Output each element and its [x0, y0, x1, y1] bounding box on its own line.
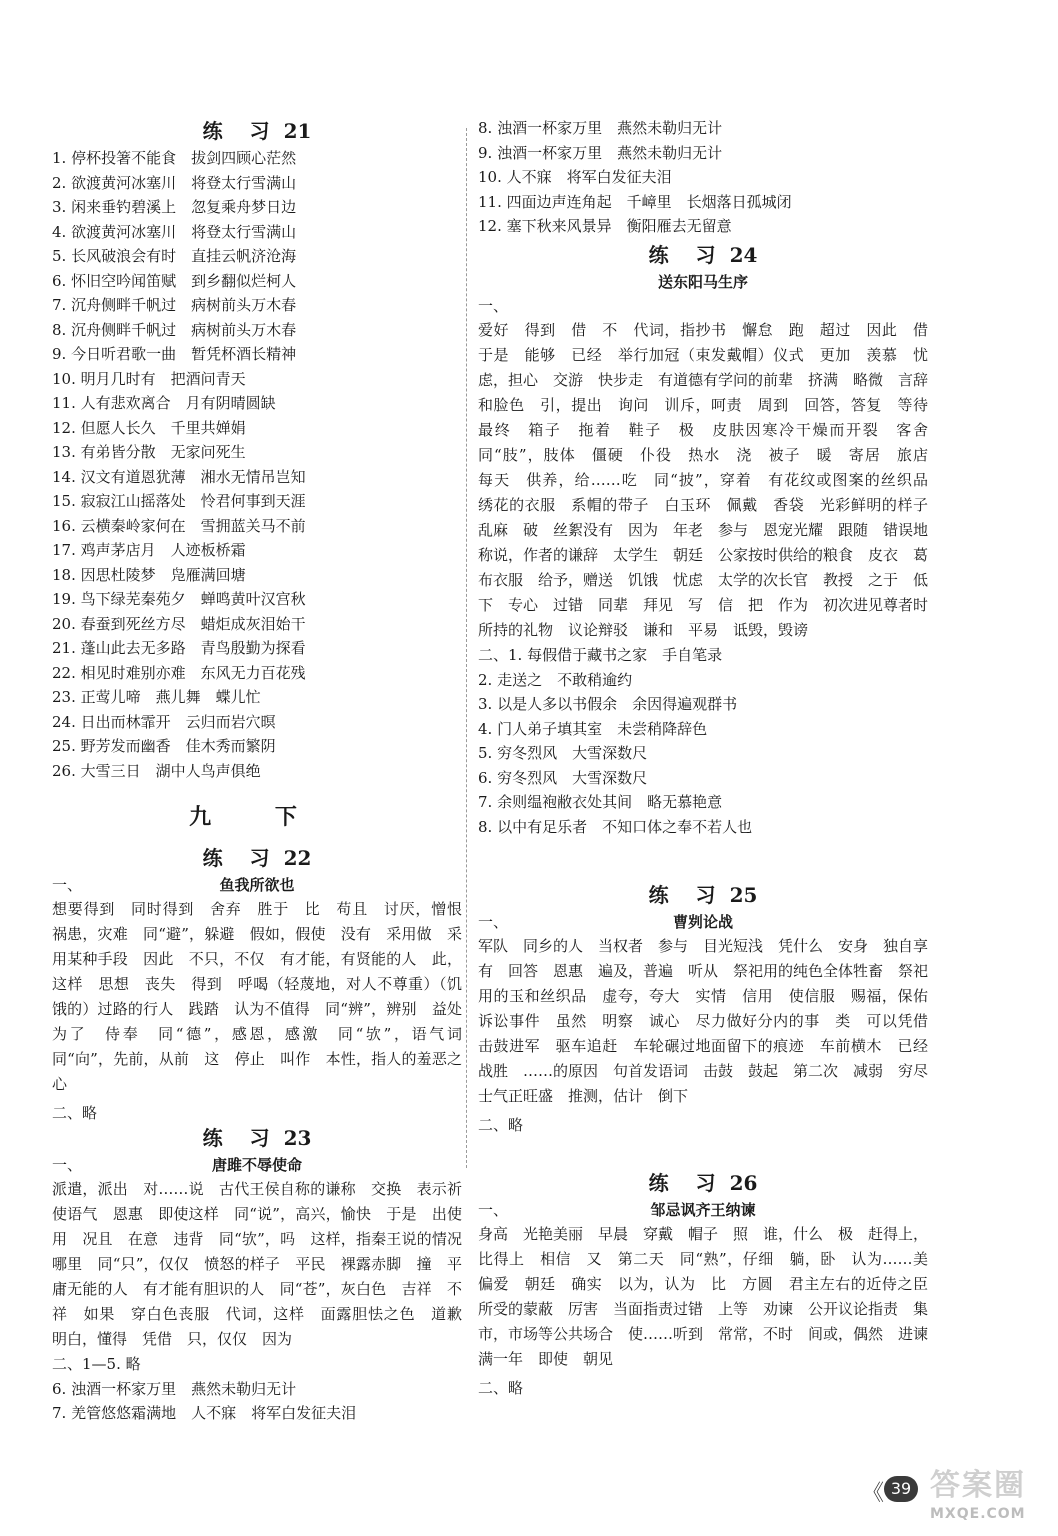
part-one-label: 一、	[478, 913, 509, 931]
answer-line: 20. 春蚕到死丝方尽 蜡炬成灰泪始干	[52, 614, 306, 633]
vocabulary-answers: 军队 同乡的人 当权者 参与 目光短浅 凭什么 安身 独自享有 回答 恩惠 遍及，普遍 听从 祭祀用的纯色全体牲畜 祭祀用的玉和丝织品 虚夸，夸大 实情 信用 使信服 赐福，保佑 诉讼事件 虽然 明察 诚心 尽力做好分内的事 类 可以凭借 击鼓进军 驱车追赶 车轮碾过地面留下的痕迹 车前横木 已经 战胜 ……的原因 句首发语词 击鼓 鼓起 第二次 减弱 穷尽 士气正旺盛 推测，估计 倒下	[478, 937, 944, 1105]
site-watermark	[930, 1468, 1055, 1534]
answer-line: 5. 穷冬烈风 大雪深数尺	[478, 744, 648, 762]
answer-line: 二、1—5. 略	[52, 1355, 141, 1373]
exercise-number: 22	[283, 846, 312, 870]
answer-line: 16. 云横秦岭家何在 雪拥蓝关马不前	[52, 516, 306, 535]
exercise-26-subheader	[478, 1198, 928, 1222]
exercise-21-heading	[52, 116, 462, 146]
answer-line: 2. 欲渡黄河冰塞川 将登太行雪满山	[52, 173, 297, 192]
answer-line: 23. 正莺儿啼 燕儿舞 蝶儿忙	[52, 688, 261, 706]
answer-line: 11. 四面边声连角起 千嶂里 长烟落日孤城闭	[478, 192, 792, 211]
vocabulary-answers: 想要得到 同时得到 舍弃 胜于 比 苟且 讨厌，憎恨 祸患，灾难 同“避”，躲避 假如，假使 没有 采用做 采用某种手段 因此 不只，不仅 有才能，有贤能的人 此，这样 思想 丧失 得到 呼喝（轻蔑地，对人不尊重）（饥饿的）过路的行人 践踏 认为不值得 同“辨”，辨别 益处 为了 侍奉 同“德”，感恩，感激 同“欤”，语气词 同“向”，先前，从前 这 停止 叫作 本性，指人的羞恶之心	[52, 900, 478, 1093]
exercise-number: 23	[283, 1126, 312, 1150]
exercise-number: 25	[729, 883, 758, 907]
watermark-logo: 答案圈	[930, 1468, 1026, 1503]
part-one-label: 一、	[478, 297, 509, 315]
page-number: 39	[884, 1476, 918, 1502]
answer-line: 11. 人有悲欢离合 月有阴晴圆缺	[52, 394, 276, 412]
answer-line: 9. 浊酒一杯家万里 燕然未勒归无计	[478, 143, 723, 162]
answer-line: 3. 闲来垂钓碧溪上 忽复乘舟梦日边	[52, 198, 297, 216]
exercise-24	[478, 240, 944, 839]
answer-line: 5. 长风破浪会有时 直挂云帆济沧海	[52, 247, 297, 265]
exercise-title: 练 习	[648, 883, 726, 907]
exercise-24-sentence-answers	[478, 643, 928, 839]
exercise-21	[52, 116, 462, 783]
vocabulary-answers: 身高 光艳美丽 早晨 穿戴 帽子 照 谁，什么 极 赶得上，比得上 相信 又 第二天 同“熟”，仔细 躺，卧 认为……美 偏爱 朝廷 确实 以为，认为 比 方圆 君主左右的近侍之臣 所受的蒙蔽 厉害 当面指责过错 上等 劝谏 公开议论指责 集市，市场等公共场合 使……听到 常常，不时 间或，偶然 进谏 满一年 即使 朝见	[478, 1225, 944, 1368]
answer-line: 6. 穷冬烈风 大雪深数尺	[478, 768, 648, 787]
exercise-25-subheader	[478, 910, 928, 934]
exercise-number: 26	[729, 1171, 758, 1195]
answer-line: 25. 野芳发而幽香 佳木秀而繁阴	[52, 737, 276, 755]
exercise-title: 练 习	[648, 1171, 726, 1195]
exercise-title: 练 习	[202, 119, 280, 143]
answer-line: 2. 走送之 不敢稍逾约	[478, 670, 633, 689]
answer-line: 14. 汉文有道恩犹薄 湘水无情吊岂知	[52, 467, 306, 486]
exercise-22-subheader	[52, 873, 462, 897]
answer-line: 13. 有弟皆分散 无家问死生	[52, 443, 246, 461]
answer-line: 19. 鸟下绿芜秦苑夕 蝉鸣黄叶汉宫秋	[52, 590, 306, 608]
exercise-23-subheader	[52, 1153, 462, 1177]
exercise-title: 练 习	[202, 1126, 280, 1150]
answer-line: 7. 羌管悠悠霜满地 人不寐 将军白发征夫泪	[52, 1404, 357, 1422]
answer-line: 18. 因思杜陵梦 凫雁满回塘	[52, 565, 246, 584]
exercise-title: 练 习	[202, 846, 280, 870]
answer-line: 7. 余则缊袍敝衣处其间 略无慕艳意	[478, 793, 723, 811]
vocabulary-answers: 爱好 得到 借 不 代词，指抄书 懈怠 跑 超过 因此 借 于是 能够 已经 举行加冠（束发戴帽）仪式 更加 羡慕 忧虑，担心 交游 快步走 有道德有学问的前辈 挤满 略微 言辞和脸色 引，提出 询问 训斥，呵责 周到 回答，答复 等待 最终 箱子 拖着 鞋子 极 皮肤因寒冷干燥而开裂 客舍 同“肢”，肢体 僵硬 仆役 热水 浇 被子 暖 寄居 旅店 每天 供养，给……吃 同“披”，穿着 有花纹或图案的丝织品 绣花的衣服 系帽的带子 白玉环 佩戴 香袋 光彩鲜明的样子 乱麻 破 丝絮没有 因为 年老 参与 恩宠光耀 跟随 错误地称说，作者的谦辞 太学生 朝廷 公家按时供给的粮食 皮衣 葛布衣服 给予，赠送 饥饿 忧虑 太学的次长官 教授 之于 低下 专心 过错 同辈 拜见 写 信 把 作为 初次进见尊者时所持的礼物 议论辩驳 谦和 平易 诋毁，毁谤	[478, 321, 944, 639]
answer-line: 6. 浊酒一杯家万里 燕然未勒归无计	[52, 1379, 297, 1398]
answer-line: 8. 浊酒一杯家万里 燕然未勒归无计	[478, 119, 723, 137]
exercise-26	[478, 1168, 944, 1400]
exercise-23-heading	[52, 1123, 462, 1153]
answer-line: 24. 日出而林霏开 云归而岩穴暝	[52, 712, 276, 731]
answer-line: 8. 以中有足乐者 不知口体之奉不若人也	[478, 817, 753, 836]
exercise-23-more-answers	[52, 1352, 462, 1426]
vocabulary-answers: 派遣，派出 对……说 古代王侯自称的谦称 交换 表示祈使语气 恩惠 即使这样 同“说”，高兴，愉快 于是 出使 用 况且 在意 违背 同“欤”，吗 这样，指秦王说的情况 哪里 同“只”，仅仅 愤怒的样子 平民 裸露赤脚 撞 平庸无能的人 有才能有胆识的人 同“苍”，灰白色 吉祥 不祥 如果 穿白色丧服 代词，这样 面露胆怯之色 道歉 明白，懂得 凭借 只，仅仅 因为	[52, 1180, 478, 1348]
answer-line: 7. 沉舟侧畔千帆过 病树前头万木春	[52, 296, 297, 314]
part-two-answer: 二、略	[478, 1379, 524, 1397]
exercise-25	[478, 880, 944, 1137]
text-title: 鱼我所欲也	[219, 876, 295, 894]
section-heading-jiu-xia: 九 下	[189, 804, 325, 830]
answer-line: 3. 以是人多以书假余 余因得遍观群书	[478, 695, 738, 713]
answer-line: 12. 塞下秋来风景异 衡阳雁去无留意	[478, 217, 732, 235]
exercise-25-heading	[478, 880, 928, 910]
answer-line: 15. 寂寂江山摇落处 怜君何事到天涯	[52, 492, 306, 510]
exercise-26-heading	[478, 1168, 928, 1198]
answer-line: 6. 怀旧空吟闻笛赋 到乡翻似烂柯人	[52, 271, 297, 290]
answer-line: 17. 鸡声茅店月 人迹板桥霜	[52, 541, 246, 559]
answer-line: 12. 但愿人长久 千里共婵娟	[52, 418, 246, 437]
part-two-answer: 二、略	[478, 1116, 524, 1134]
answer-line: 4. 欲渡黄河冰塞川 将登太行雪满山	[52, 222, 297, 241]
page-number-badge	[862, 1474, 922, 1504]
exercise-24-heading	[478, 240, 928, 270]
answer-line: 10. 人不寐 将军白发征夫泪	[478, 168, 672, 186]
exercise-23-continued	[478, 116, 928, 239]
answer-line: 9. 今日听君歌一曲 暂凭杯酒长精神	[52, 345, 297, 363]
text-title: 曹刿论战	[672, 913, 733, 931]
exercise-23	[52, 1123, 478, 1426]
answer-line: 8. 沉舟侧畔千帆过 病树前头万木春	[52, 320, 297, 339]
exercise-21-answers	[52, 146, 462, 783]
text-title: 唐雎不辱使命	[211, 1156, 302, 1174]
exercise-22-heading	[52, 843, 462, 873]
answer-line: 4. 门人弟子填其室 未尝稍降辞色	[478, 719, 708, 738]
part-one-label: 一、	[52, 876, 83, 894]
answer-line: 22. 相见时难别亦难 东风无力百花残	[52, 663, 306, 682]
part-two-answer: 二、略	[52, 1104, 98, 1122]
answer-line: 21. 蓬山此去无多路 青鸟殷勤为探看	[52, 639, 306, 657]
text-title: 送东阳马生序	[657, 273, 748, 291]
exercise-number: 21	[283, 119, 312, 143]
part-one-label: 一、	[52, 1156, 83, 1174]
answer-line: 1. 停杯投箸不能食 拔剑四顾心茫然	[52, 149, 297, 167]
exercise-22	[52, 843, 478, 1125]
part-one-label: 一、	[478, 1201, 509, 1219]
exercise-number: 24	[729, 243, 758, 267]
text-title: 邹忌讽齐王纳谏	[650, 1201, 756, 1219]
double-chevron-left-icon: 《	[862, 1481, 885, 1506]
exercise-title: 练 习	[648, 243, 726, 267]
watermark-site: MXQE.COM	[930, 1506, 1026, 1522]
answer-line: 二、1. 每假借于藏书之家 手自笔录	[478, 646, 723, 664]
answer-line: 10. 明月几时有 把酒问青天	[52, 369, 246, 388]
answer-line: 26. 大雪三日 湖中人鸟声俱绝	[52, 761, 261, 780]
